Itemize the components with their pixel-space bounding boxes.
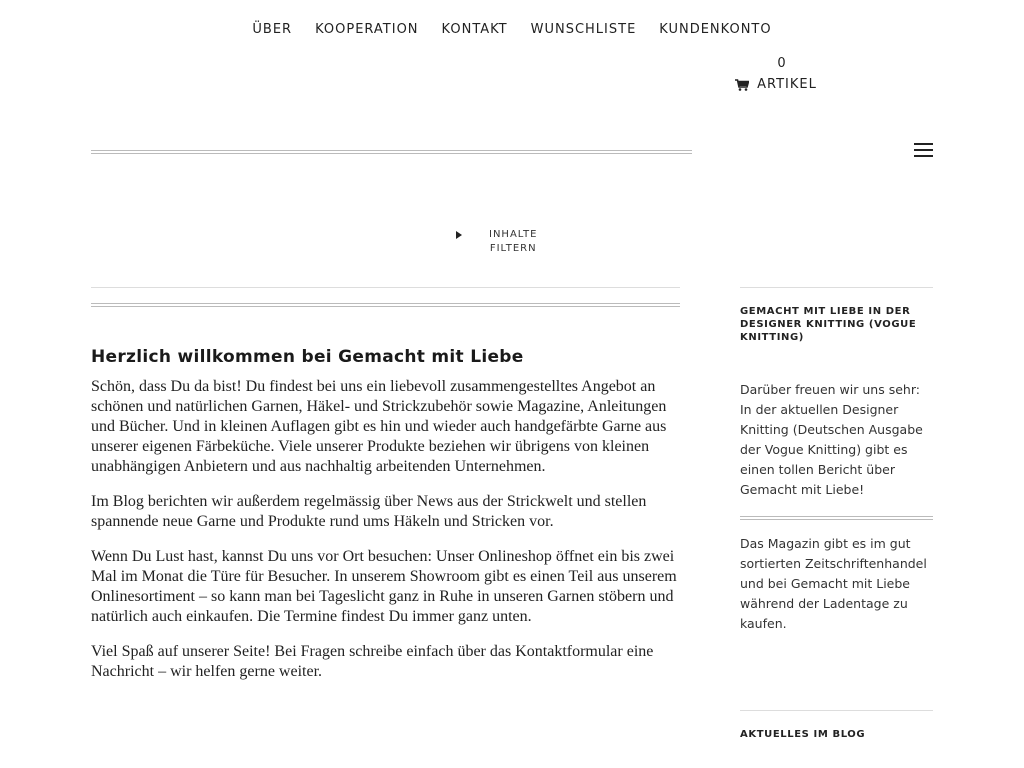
filter-label-line1: INHALTE: [489, 229, 538, 240]
cart-label: ARTIKEL: [757, 77, 817, 92]
main-content: [91, 287, 680, 697]
cart-count: 0: [777, 56, 787, 71]
page-title: Herzlich willkommen bei Gemacht mit Liebe: [91, 347, 524, 367]
sidebar-widget-title-2: AKTUELLES IM BLOG: [740, 729, 866, 740]
filter-label-line2: FILTERN: [489, 243, 537, 254]
cart-row[interactable]: [726, 77, 826, 92]
intro-paragraph-1: Schön, dass Du da bist! Du findest bei uns ein liebevoll zusammengestelltes Angebot an schönen und natürlichen Garnen, Häkel- und Strickzubehör sowie Magazine, Anleitungen und Bücher. Und in kleinen Auflagen gibt es hin und wieder auch handgefärbte Garne aus unserer eigenen Färbeküche. Viele unserer Produkte beziehen wir übrigens von kleinen unabhängigen Anbietern und aus nachhaltig arbeitenden Unternehmen.: [91, 378, 667, 475]
sidebar-double-divider: [740, 516, 933, 520]
filter-label: [489, 228, 537, 256]
intro-paragraph-2: Im Blog berichten wir außerdem regelmässig über News aus der Strickwelt und stellen spannende neue Garne und Produkte rund ums Häkeln und Stricken vor.: [91, 493, 647, 530]
intro-paragraph-3: Wenn Du Lust hast, kannst Du uns vor Ort besuchen: Unser Onlineshop öffnet ein bis zwei Mal im Monat die Türe für Besucher. In unserem Showroom gibt es einen Teil aus unserem Onlinesortiment – so kann man bei Tageslicht ganz in Ruhe in unseren Garnen stöbern und natürlich auch einkaufen. Die Termine findest Du immer ganz unten.: [91, 548, 677, 625]
intro-paragraph-4: Viel Spaß auf unserer Seite! Bei Fragen schreibe einfach über das Kontaktformular eine Nachricht – wir helfen gerne weiter.: [91, 643, 654, 680]
hamburger-menu-icon[interactable]: [914, 142, 934, 158]
play-triangle-icon: [455, 230, 463, 240]
nav-item-wunschliste[interactable]: WUNSCHLISTE: [530, 22, 637, 37]
nav-item-ueber[interactable]: ÜBER: [252, 22, 293, 37]
top-navigation: [0, 22, 1024, 37]
shopping-cart-icon: [735, 79, 749, 91]
filter-toggle[interactable]: [455, 228, 537, 256]
nav-item-kontakt[interactable]: KONTAKT: [441, 22, 508, 37]
sidebar-divider-bottom: [740, 710, 933, 711]
sidebar-widget-text-1: Darüber freuen wir uns sehr: In der aktuellen Designer Knitting (Deutschen Ausgabe der Vogue Knitting) gibt es einen tollen Bericht über Gemacht mit Liebe!: [740, 382, 923, 497]
nav-item-kooperation[interactable]: KOOPERATION: [315, 22, 419, 37]
search-bar[interactable]: [91, 150, 692, 154]
cart-widget[interactable]: [726, 56, 826, 92]
divider: [91, 287, 680, 288]
sidebar-divider-top: [740, 287, 933, 288]
sidebar-widget-text-2: Das Magazin gibt es im gut sortierten Zeitschriftenhandel und bei Gemacht mit Liebe während der Ladentage zu kaufen.: [740, 536, 927, 631]
sidebar: [740, 287, 933, 741]
double-divider: [91, 303, 680, 307]
sidebar-widget-title-1: GEMACHT MIT LIEBE IN DER DESIGNER KNITTING (VOGUE KNITTING): [740, 306, 917, 343]
nav-item-kundenkonto[interactable]: KUNDENKONTO: [659, 22, 772, 37]
